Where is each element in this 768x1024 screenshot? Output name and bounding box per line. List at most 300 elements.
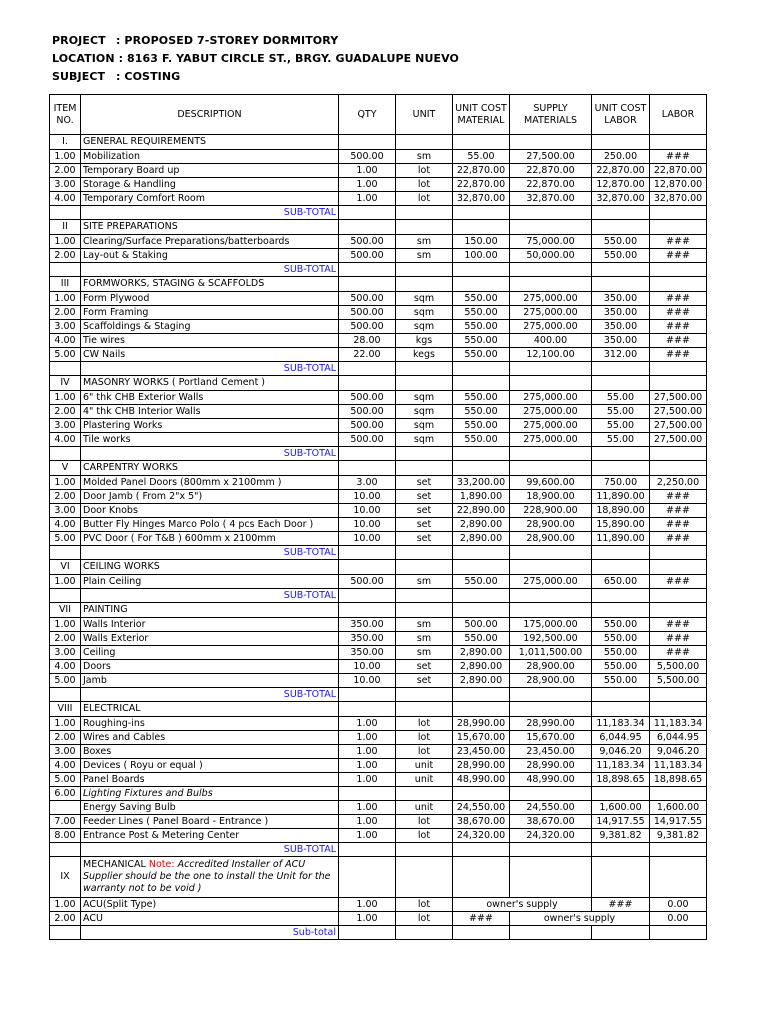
section-header-row: [50, 376, 707, 391]
section-number: VIII: [50, 702, 81, 717]
empty-cell: [453, 688, 510, 702]
empty-cell: [339, 220, 396, 235]
labor: ###: [650, 292, 707, 306]
empty-cell: [339, 589, 396, 603]
supply-materials: 28,900.00: [510, 660, 592, 674]
empty-cell: [396, 702, 453, 717]
empty-cell: [50, 926, 81, 940]
labor: ###: [650, 306, 707, 320]
empty-cell: [510, 546, 592, 560]
empty-cell: [510, 603, 592, 618]
description: Door Knobs: [81, 504, 339, 518]
mechanical-title: MECHANICAL: [83, 859, 146, 870]
empty-cell: [453, 603, 510, 618]
description: Jamb: [81, 674, 339, 688]
empty-cell: [510, 263, 592, 277]
empty-cell: [339, 560, 396, 575]
empty-cell: [592, 926, 650, 940]
unit: set: [396, 504, 453, 518]
empty-cell: [339, 857, 396, 898]
labor: 2,250.00: [650, 476, 707, 490]
unit-cost-material: 550.00: [453, 405, 510, 419]
unit-cost-labor: 312.00: [592, 348, 650, 362]
supply-materials: 275,000.00: [510, 391, 592, 405]
supply-materials: 24,550.00: [510, 801, 592, 815]
description: Molded Panel Doors (800mm x 2100mm ): [81, 476, 339, 490]
unit-cost-material: 1,890.00: [453, 490, 510, 504]
empty-cell: [339, 926, 396, 940]
col-header-description: DESCRIPTION: [81, 95, 339, 135]
unit-cost-labor: 22,870.00: [592, 164, 650, 178]
qty: 1.00: [339, 801, 396, 815]
labor: ###: [650, 632, 707, 646]
qty: [339, 787, 396, 801]
unit-cost-material: 22,890.00: [453, 504, 510, 518]
unit-cost-labor: 1,600.00: [592, 801, 650, 815]
table-row: [50, 320, 707, 334]
empty-cell: [50, 546, 81, 560]
col-header-labor: LABOR: [650, 95, 707, 135]
supply-materials: 275,000.00: [510, 405, 592, 419]
costing-table: [49, 94, 707, 940]
section-header-row: [50, 135, 707, 150]
unit-cost-material: 100.00: [453, 249, 510, 263]
section-title: ELECTRICAL: [81, 702, 339, 717]
supply-materials: 1,011,500.00: [510, 646, 592, 660]
description: Clearing/Surface Preparations/batterboards: [81, 235, 339, 249]
table-row: [50, 348, 707, 362]
unit-cost-labor: 14,917.55: [592, 815, 650, 829]
description: Form Plywood: [81, 292, 339, 306]
item-no: 2.00: [50, 912, 81, 926]
item-no: 2.00: [50, 164, 81, 178]
subtotal-label: SUB-TOTAL: [81, 546, 339, 560]
unit-cost-labor: 18,890.00: [592, 504, 650, 518]
unit-cost-material: 38,670.00: [453, 815, 510, 829]
labor: 1,600.00: [650, 801, 707, 815]
project-label: PROJECT: [52, 34, 106, 47]
item-no: 5.00: [50, 773, 81, 787]
empty-cell: [339, 135, 396, 150]
section-title: PAINTING: [81, 603, 339, 618]
labor: 0.00: [650, 898, 707, 912]
empty-cell: [592, 135, 650, 150]
item-no: 8.00: [50, 829, 81, 843]
qty: 350.00: [339, 618, 396, 632]
empty-cell: [339, 461, 396, 476]
item-no: 4.00: [50, 518, 81, 532]
empty-cell: [339, 546, 396, 560]
supply-materials: 275,000.00: [510, 320, 592, 334]
section-number: VII: [50, 603, 81, 618]
qty: 28.00: [339, 334, 396, 348]
unit: sm: [396, 575, 453, 589]
unit: sm: [396, 632, 453, 646]
project-value: : PROPOSED 7-STOREY DORMITORY: [116, 34, 339, 47]
supply-materials: 28,990.00: [510, 717, 592, 731]
labor: ###: [650, 618, 707, 632]
empty-cell: [510, 926, 592, 940]
unit-cost-material: 2,890.00: [453, 532, 510, 546]
description: ACU(Split Type): [81, 898, 339, 912]
supply-materials: 50,000.00: [510, 249, 592, 263]
section-header-row: [50, 277, 707, 292]
description: Temporary Comfort Room: [81, 192, 339, 206]
unit-cost-labor: 550.00: [592, 660, 650, 674]
description: ACU: [81, 912, 339, 926]
labor: ###: [650, 518, 707, 532]
unit: set: [396, 476, 453, 490]
unit: [396, 787, 453, 801]
section-header-row: [50, 220, 707, 235]
empty-cell: [592, 461, 650, 476]
qty: 1.00: [339, 164, 396, 178]
unit-cost-labor: 550.00: [592, 618, 650, 632]
subtotal-label: SUB-TOTAL: [81, 589, 339, 603]
unit: sqm: [396, 306, 453, 320]
subtotal-label: SUB-TOTAL: [81, 447, 339, 461]
description: Entrance Post & Metering Center: [81, 829, 339, 843]
unit-cost-labor: 250.00: [592, 150, 650, 164]
supply-materials: 192,500.00: [510, 632, 592, 646]
unit-cost-labor: 55.00: [592, 405, 650, 419]
table-row: [50, 912, 707, 926]
unit: kgs: [396, 334, 453, 348]
empty-cell: [453, 589, 510, 603]
unit-cost-material: 2,890.00: [453, 646, 510, 660]
supply-materials: 275,000.00: [510, 306, 592, 320]
empty-cell: [50, 362, 81, 376]
unit-cost-labor: 6,044.95: [592, 731, 650, 745]
unit: sqm: [396, 433, 453, 447]
table-row: [50, 334, 707, 348]
empty-cell: [510, 688, 592, 702]
table-row: [50, 532, 707, 546]
supply-materials: 22,870.00: [510, 164, 592, 178]
unit: set: [396, 660, 453, 674]
description: Boxes: [81, 745, 339, 759]
unit-cost-labor: 9,381.82: [592, 829, 650, 843]
empty-cell: [339, 263, 396, 277]
section-number: II: [50, 220, 81, 235]
unit: lot: [396, 178, 453, 192]
table-body: [50, 135, 707, 857]
description: Panel Boards: [81, 773, 339, 787]
qty: 500.00: [339, 150, 396, 164]
qty: 500.00: [339, 575, 396, 589]
table-row: [50, 717, 707, 731]
location-line: [52, 52, 459, 65]
table-row: [50, 490, 707, 504]
empty-cell: [592, 603, 650, 618]
empty-cell: [396, 277, 453, 292]
description: Roughing-ins: [81, 717, 339, 731]
table-row: [50, 419, 707, 433]
labor: 0.00: [650, 912, 707, 926]
project-line: [52, 34, 338, 47]
item-no: 1.00: [50, 618, 81, 632]
unit: lot: [396, 731, 453, 745]
unit: sqm: [396, 419, 453, 433]
unit-cost-labor: 55.00: [592, 433, 650, 447]
supply-materials: 28,900.00: [510, 674, 592, 688]
unit: lot: [396, 912, 453, 926]
item-no: 2.00: [50, 731, 81, 745]
unit-cost-labor: 55.00: [592, 419, 650, 433]
unit: sqm: [396, 405, 453, 419]
unit-cost-labor: 550.00: [592, 249, 650, 263]
table-row: [50, 405, 707, 419]
item-no: 1.00: [50, 150, 81, 164]
section-number: V: [50, 461, 81, 476]
unit-cost-material: 28,990.00: [453, 717, 510, 731]
labor: 27,500.00: [650, 391, 707, 405]
unit: lot: [396, 898, 453, 912]
empty-cell: [453, 362, 510, 376]
empty-cell: [592, 843, 650, 857]
section-number: IX: [50, 857, 81, 898]
unit-cost-material: 550.00: [453, 391, 510, 405]
description: Butter Fly Hinges Marco Polo ( 4 pcs Each Door ): [81, 518, 339, 532]
empty-cell: [50, 263, 81, 277]
labor: 18,898.65: [650, 773, 707, 787]
item-no: 1.00: [50, 391, 81, 405]
unit: sm: [396, 646, 453, 660]
description: Scaffoldings & Staging: [81, 320, 339, 334]
supply-materials: 99,600.00: [510, 476, 592, 490]
table-row: [50, 476, 707, 490]
section-title: MASONRY WORKS ( Portland Cement ): [81, 376, 339, 391]
unit: sm: [396, 235, 453, 249]
empty-cell: [396, 857, 453, 898]
supply-materials: 75,000.00: [510, 235, 592, 249]
qty: 1.00: [339, 731, 396, 745]
empty-cell: [650, 277, 707, 292]
labor: 14,917.55: [650, 815, 707, 829]
empty-cell: [650, 461, 707, 476]
unit-cost-material: 22,870.00: [453, 178, 510, 192]
empty-cell: [592, 702, 650, 717]
labor: 32,870.00: [650, 192, 707, 206]
labor: 9,046.20: [650, 745, 707, 759]
qty: 1.00: [339, 192, 396, 206]
unit-cost-labor: 550.00: [592, 646, 650, 660]
mechanical-section: [50, 857, 707, 940]
unit: sqm: [396, 292, 453, 306]
supply-materials: 28,990.00: [510, 759, 592, 773]
unit: sm: [396, 249, 453, 263]
section-title: CARPENTRY WORKS: [81, 461, 339, 476]
unit-cost-labor: [592, 787, 650, 801]
section-number: III: [50, 277, 81, 292]
unit-cost-labor: 11,890.00: [592, 490, 650, 504]
table-row: [50, 674, 707, 688]
empty-cell: [396, 603, 453, 618]
description: Lay-out & Staking: [81, 249, 339, 263]
table-row: [50, 646, 707, 660]
empty-cell: [510, 277, 592, 292]
qty: 1.00: [339, 773, 396, 787]
supply-materials: 32,870.00: [510, 192, 592, 206]
supply-materials: 15,670.00: [510, 731, 592, 745]
empty-cell: [650, 857, 707, 898]
description: Devices ( Royu or equal ): [81, 759, 339, 773]
qty: 350.00: [339, 632, 396, 646]
table-row: [50, 192, 707, 206]
unit-cost-material: 22,870.00: [453, 164, 510, 178]
subtotal-row: [50, 546, 707, 560]
labor: ###: [650, 575, 707, 589]
description: Form Framing: [81, 306, 339, 320]
qty: 1.00: [339, 178, 396, 192]
empty-cell: [339, 362, 396, 376]
empty-cell: [453, 461, 510, 476]
unit: lot: [396, 164, 453, 178]
empty-cell: [592, 362, 650, 376]
unit: sqm: [396, 391, 453, 405]
labor: 5,500.00: [650, 674, 707, 688]
empty-cell: [453, 263, 510, 277]
unit-cost-material: 550.00: [453, 306, 510, 320]
qty: 10.00: [339, 504, 396, 518]
unit-cost-material: 550.00: [453, 632, 510, 646]
qty: 10.00: [339, 660, 396, 674]
empty-cell: [592, 560, 650, 575]
qty: 500.00: [339, 235, 396, 249]
empty-cell: [453, 277, 510, 292]
unit-cost-material: 28,990.00: [453, 759, 510, 773]
supply-note: owner's supply: [510, 912, 650, 926]
labor: 11,183.34: [650, 717, 707, 731]
empty-cell: [650, 206, 707, 220]
description: PVC Door ( For T&B ) 600mm x 2100mm: [81, 532, 339, 546]
table-row: [50, 815, 707, 829]
empty-cell: [396, 135, 453, 150]
empty-cell: [650, 362, 707, 376]
item-no: 3.00: [50, 745, 81, 759]
qty: 350.00: [339, 646, 396, 660]
table-row: [50, 773, 707, 787]
labor: 27,500.00: [650, 405, 707, 419]
section-number: VI: [50, 560, 81, 575]
supply-materials: 275,000.00: [510, 433, 592, 447]
subtotal-label: SUB-TOTAL: [81, 688, 339, 702]
col-header-qty: QTY: [339, 95, 396, 135]
empty-cell: [510, 220, 592, 235]
description: Energy Saving Bulb: [81, 801, 339, 815]
supply-materials: 175,000.00: [510, 618, 592, 632]
unit-cost-labor: 650.00: [592, 575, 650, 589]
qty: 1.00: [339, 745, 396, 759]
empty-cell: [50, 843, 81, 857]
supply-materials: 228,900.00: [510, 504, 592, 518]
labor: ###: [650, 150, 707, 164]
unit: lot: [396, 815, 453, 829]
labor: [650, 787, 707, 801]
empty-cell: [453, 560, 510, 575]
table-row: [50, 731, 707, 745]
empty-cell: [396, 376, 453, 391]
unit-cost-material: [453, 787, 510, 801]
subtotal-row: [50, 688, 707, 702]
empty-cell: [650, 376, 707, 391]
subtotal-row: [50, 206, 707, 220]
unit-cost-labor: 12,870.00: [592, 178, 650, 192]
item-no: 3.00: [50, 320, 81, 334]
labor: 11,183.34: [650, 759, 707, 773]
item-no: 4.00: [50, 192, 81, 206]
supply-materials: 400.00: [510, 334, 592, 348]
unit-cost-material: 23,450.00: [453, 745, 510, 759]
qty: 500.00: [339, 433, 396, 447]
empty-cell: [453, 206, 510, 220]
table-row: [50, 391, 707, 405]
empty-cell: [650, 447, 707, 461]
supply-materials: 24,320.00: [510, 829, 592, 843]
subtotal-row: [50, 926, 707, 940]
description: Temporary Board up: [81, 164, 339, 178]
unit: unit: [396, 773, 453, 787]
subtotal-label: SUB-TOTAL: [81, 843, 339, 857]
empty-cell: [650, 263, 707, 277]
labor: ###: [650, 504, 707, 518]
unit: set: [396, 518, 453, 532]
description: Storage & Handling: [81, 178, 339, 192]
table-row: [50, 504, 707, 518]
empty-cell: [396, 220, 453, 235]
empty-cell: [339, 447, 396, 461]
unit-cost-labor: 550.00: [592, 235, 650, 249]
unit: unit: [396, 759, 453, 773]
empty-cell: [510, 589, 592, 603]
empty-cell: [510, 362, 592, 376]
subject-value: : COSTING: [116, 70, 181, 83]
item-no: 2.00: [50, 306, 81, 320]
table-row: [50, 745, 707, 759]
empty-cell: [510, 376, 592, 391]
item-no: 4.00: [50, 433, 81, 447]
unit: sqm: [396, 320, 453, 334]
qty: 500.00: [339, 419, 396, 433]
empty-cell: [592, 277, 650, 292]
supply-materials: 28,900.00: [510, 532, 592, 546]
table-row: [50, 164, 707, 178]
unit-cost-labor: 11,890.00: [592, 532, 650, 546]
unit-cost-labor: 350.00: [592, 334, 650, 348]
empty-cell: [453, 843, 510, 857]
empty-cell: [396, 461, 453, 476]
qty: 500.00: [339, 391, 396, 405]
unit-cost-labor: 350.00: [592, 292, 650, 306]
item-no: 4.00: [50, 660, 81, 674]
empty-cell: [396, 688, 453, 702]
empty-cell: [50, 447, 81, 461]
empty-cell: [592, 220, 650, 235]
section-title: [81, 857, 339, 898]
empty-cell: [453, 546, 510, 560]
unit-cost-labor: 11,183.34: [592, 717, 650, 731]
supply-materials: 275,000.00: [510, 292, 592, 306]
description: Plastering Works: [81, 419, 339, 433]
description: Walls Interior: [81, 618, 339, 632]
section-number: IV: [50, 376, 81, 391]
subtotal-label: SUB-TOTAL: [81, 362, 339, 376]
location-label: LOCATION: [52, 52, 115, 65]
unit-cost-material: 24,320.00: [453, 829, 510, 843]
supply-materials: 23,450.00: [510, 745, 592, 759]
empty-cell: [396, 362, 453, 376]
unit: lot: [396, 829, 453, 843]
